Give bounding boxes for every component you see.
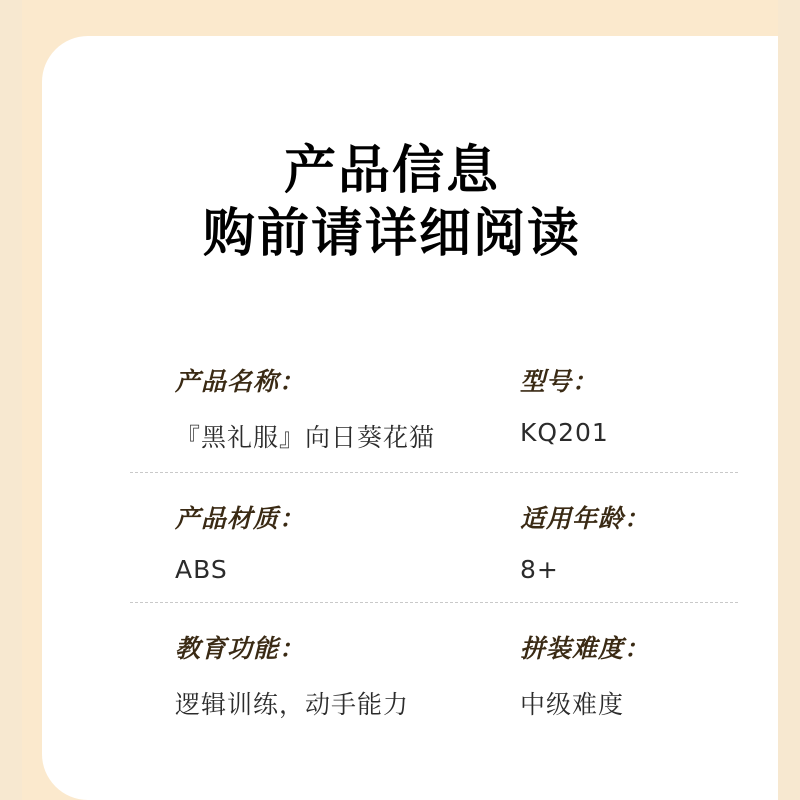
page-title-line-2: 购前请详细阅读 [202, 204, 581, 264]
spec-cell-name [130, 362, 520, 454]
spec-label: 产品材质： [175, 504, 306, 533]
info-card [42, 36, 778, 800]
spec-label: 适用年龄： [520, 504, 651, 533]
spec-value: ABS [175, 555, 228, 584]
spec-value: KQ201 [520, 418, 609, 447]
page-title [42, 140, 742, 266]
spec-label: 型号： [520, 367, 599, 396]
spec-cell-age [520, 499, 738, 584]
spec-cell-material [130, 499, 520, 584]
page-title-line-1: 产品信息 [283, 141, 500, 201]
spec-label: 拼装难度： [520, 634, 651, 663]
spec-label: 教育功能： [175, 634, 306, 663]
spec-value: 逻辑训练，动手能力 [175, 690, 410, 719]
spec-cell-difficulty [520, 629, 738, 721]
spec-cell-model [520, 362, 738, 454]
spec-value: 8+ [520, 555, 559, 584]
spec-row [130, 336, 738, 472]
spec-row [130, 472, 738, 602]
spec-value: 『黑礼服』向日葵花猫 [175, 423, 436, 452]
spec-row [130, 602, 738, 739]
spec-cell-education [130, 629, 520, 721]
spec-table [130, 336, 738, 739]
spec-label: 产品名称： [175, 367, 306, 396]
spec-value: 中级难度 [520, 690, 625, 719]
